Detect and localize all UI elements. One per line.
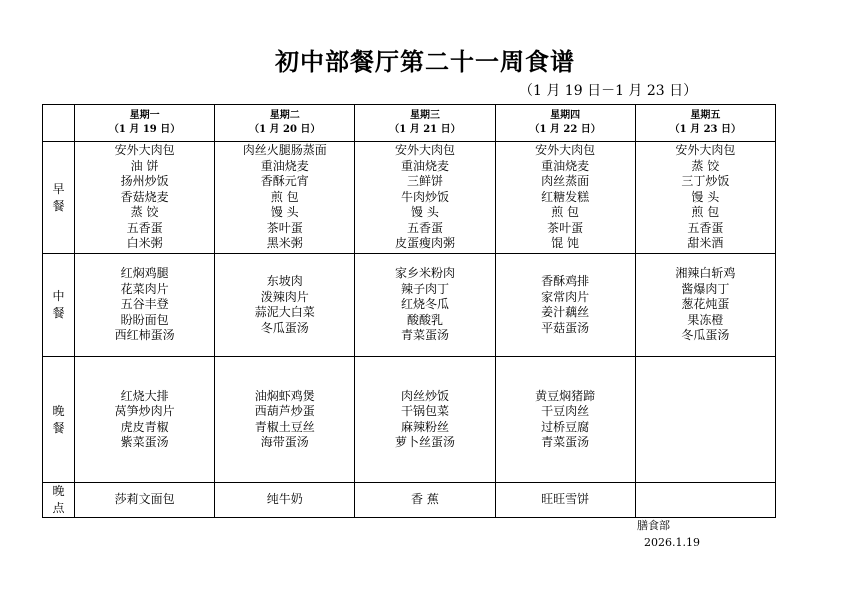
dish-item: 虎皮青椒 [120,419,169,434]
dish-item: 三鲜饼 [406,174,443,189]
dish-item: 西葫芦炒蛋 [254,404,315,418]
page-title: 初中部餐厅第二十一周食谱 [275,47,575,76]
day-date: （1 月 19 日） [108,124,181,135]
meal-row-night-snack [43,483,776,518]
dish-item: 馄 饨 [551,236,580,251]
dish-item: 纯牛奶 [266,492,303,507]
menu-cell [355,254,495,357]
menu-cell [75,483,215,518]
dish-item: 重油烧麦 [541,158,590,173]
dish-item: 黄豆焖猪蹄 [535,388,596,403]
menu-cell [495,483,635,518]
day-date: （1 月 23 日） [669,124,741,135]
dish-item: 辣子肉丁 [400,281,449,296]
menu-cell [215,357,355,483]
day-name: 星期五 [690,110,721,121]
date-range: （1 月 19 日－1 月 23 日） [519,83,698,99]
menu-cell [355,483,495,518]
dish-item: 红烧大排 [120,388,169,403]
dish-item: 安外大肉包 [114,143,175,158]
menu-cell [215,483,355,518]
dish-item: 盼盼面包 [120,312,169,327]
menu-cell [495,254,635,357]
dish-item: 海带蛋汤 [260,435,309,449]
dish-item: 花菜肉片 [120,281,169,296]
dish-item: 红糖发糕 [541,189,590,204]
dish-item: 紫菜蛋汤 [120,435,169,449]
day-name: 星期四 [550,110,581,121]
dish-item: 蒸 饺 [691,158,720,173]
dish-item: 湘辣白斩鸡 [675,266,736,281]
meal-row-lunch [43,254,776,357]
meal-label [43,254,75,357]
dish-item: 过桥豆腐 [541,419,590,434]
dish-item: 五香蛋 [687,220,724,235]
meal-label-char: 餐 [52,420,65,435]
dish-item: 蒜泥大白菜 [254,305,315,319]
meal-label-char: 点 [52,501,65,515]
dish-item: 馒 头 [411,205,439,220]
dish-item: 馒 头 [691,189,720,204]
dish-item: 萝卜丝蛋汤 [394,435,455,449]
meal-label [43,142,75,254]
dish-item: 家常肉片 [541,289,590,304]
day-date: （1 月 20 日） [249,124,321,135]
menu-cell [635,483,775,518]
meal-label-char: 中 [52,289,65,303]
dish-item: 葱花炖蛋 [681,297,730,312]
dish-item: 煎 包 [551,205,580,220]
menu-cell [495,142,635,254]
menu-table [42,104,776,518]
dish-item: 酱爆肉丁 [681,281,730,296]
dish-item: 平菇蛋汤 [541,320,590,335]
menu-cell [75,254,215,357]
day-header [355,105,495,142]
dish-item: 肉丝蒸面 [541,174,590,189]
menu-cell [635,254,775,357]
dish-item: 旺旺雪饼 [541,492,590,507]
meal-label [43,483,75,518]
meal-label-char: 餐 [52,198,65,213]
dish-item: 三丁炒饭 [681,174,730,189]
corner-cell [43,105,75,142]
header-row [43,105,776,142]
dish-item: 油 饼 [130,158,159,173]
dish-item: 煎 包 [270,189,299,204]
dish-item: 油焖虾鸡煲 [254,388,315,403]
menu-cell [215,254,355,357]
dish-item: 茶叶蛋 [547,220,584,235]
dish-item: 重油烧麦 [400,158,449,173]
day-name: 星期一 [129,110,160,121]
meal-row-dinner [43,357,776,483]
dish-item: 莴笋炒肉片 [114,404,175,418]
dish-item: 安外大肉包 [535,143,596,158]
menu-cell [635,142,775,254]
dish-item: 青菜蛋汤 [541,435,590,449]
dish-item: 果冻橙 [687,312,724,327]
dish-item: 西红柿蛋汤 [114,328,175,343]
menu-cell [75,357,215,483]
dish-item: 麻辣粉丝 [400,419,449,434]
dish-item: 安外大肉包 [394,143,455,158]
dish-item: 蒸 饺 [130,205,159,220]
dish-item: 泼辣肉片 [260,289,309,304]
dish-item: 莎莉文面包 [114,492,175,507]
dish-item: 牛肉炒饭 [400,189,449,204]
day-name: 星期二 [269,110,300,121]
dish-item: 肉丝炒饭 [400,388,449,403]
meal-label [43,357,75,483]
day-header [75,105,215,142]
dish-item: 皮蛋瘦肉粥 [394,236,455,251]
menu-cell [355,142,495,254]
dish-item: 香酥鸡排 [541,274,590,288]
day-header [635,105,775,142]
dish-item: 五谷丰登 [120,297,169,312]
day-name: 星期三 [409,110,440,121]
day-header [495,105,635,142]
dish-item: 红烧冬瓜 [400,297,449,312]
dish-item: 东坡肉 [266,274,303,288]
meal-row-breakfast [43,142,776,254]
dish-item: 冬瓜蛋汤 [260,320,309,335]
meal-label-char: 晚 [52,484,65,498]
day-date: （1 月 21 日） [389,124,461,135]
dish-item: 五香蛋 [126,220,163,235]
dish-item: 姜汁藕丝 [541,305,590,319]
menu-cell [635,357,775,483]
menu-cell [495,357,635,483]
menu-cell [75,142,215,254]
meal-label-char: 晚 [52,403,65,418]
dish-item: 香菇烧麦 [120,189,169,204]
dish-item: 扬州炒饭 [120,174,169,189]
dish-item: 安外大肉包 [675,143,736,158]
dish-item: 茶叶蛋 [266,220,303,235]
dish-item: 甜米酒 [687,236,724,251]
dish-item: 煎 包 [691,205,720,220]
dish-item: 红焖鸡腿 [120,266,169,281]
signature-date: 2026.1.19 [644,536,700,549]
dish-item: 家乡米粉肉 [394,266,455,281]
dish-item: 青菜蛋汤 [400,328,449,343]
dish-item: 白米粥 [126,236,163,251]
dish-item: 冬瓜蛋汤 [681,328,730,343]
menu-cell [355,357,495,483]
dish-item: 青椒土豆丝 [254,419,315,434]
signature: 膳食部 [637,519,670,532]
meal-label-char: 餐 [52,306,65,320]
dish-item: 香酥元宵 [260,174,309,189]
day-header [215,105,355,142]
dish-item: 酸酸乳 [406,312,443,327]
dish-item: 干锅包菜 [400,404,449,418]
dish-item: 黑米粥 [266,236,303,251]
dish-item: 五香蛋 [406,220,443,235]
dish-item: 馒 头 [270,205,299,220]
dish-item: 肉丝火腿肠蒸面 [242,143,327,158]
dish-item: 重油烧麦 [260,158,309,173]
meal-label-char: 早 [52,181,65,196]
dish-item: 干豆肉丝 [541,404,590,418]
dish-item: 香 蕉 [411,492,439,507]
day-date: （1 月 22 日） [529,124,601,135]
menu-cell [215,142,355,254]
